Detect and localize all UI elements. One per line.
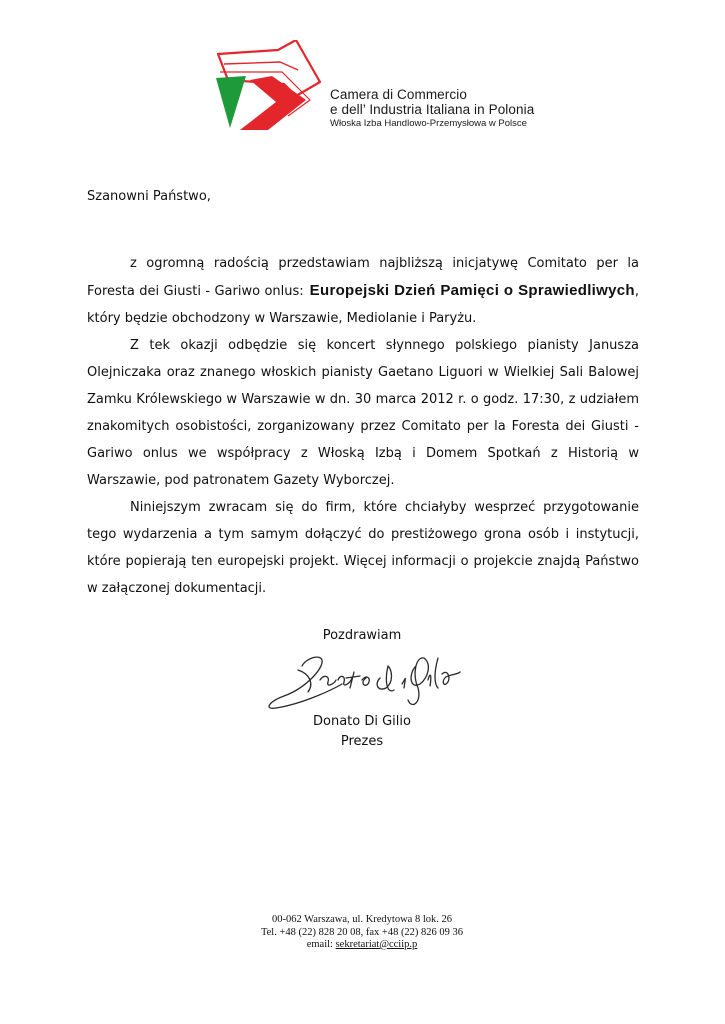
event-name: Europejski Dzień Pamięci o Sprawiedliwych bbox=[309, 282, 635, 299]
org-name-polish: Włoska Izba Handlowo-Przemysłowa w Polsce bbox=[330, 118, 527, 129]
closing-greeting: Pozdrawiam bbox=[322, 628, 402, 643]
signer-title: Prezes bbox=[340, 734, 384, 749]
chamber-logo-icon bbox=[210, 40, 322, 132]
paragraph-1 bbox=[87, 250, 639, 332]
org-name-line2: e dell’ Industria Italiana in Polonia bbox=[330, 102, 535, 117]
footer-email-link[interactable]: sekretariat@cciip.p bbox=[335, 939, 418, 950]
paragraph-2: Z tek okazji odbędzie się koncert słynnego polskiego pianisty Janusza Olejniczaka oraz znanego włoskich pianisty Gaetano Liguori w Wielkiej Sali Balowej Zamku Królewskiego w Warszawie w dn. 30 marca 2012 r. o godz. 17:30, z udziałem znakomitych osobistości, zorganizowany przez Comitato per la Foresta dei Giusti - Gariwo onlus we współpracy z Włoską Izbą i Domem Spotkań z Historią w Warszawie, pod patronatem Gazety Wyborczej. bbox=[87, 338, 639, 488]
org-name-line1: Camera di Commercio bbox=[330, 87, 467, 102]
signer-block bbox=[262, 712, 462, 752]
handwritten-signature bbox=[262, 644, 467, 714]
footer-email-line bbox=[212, 939, 512, 952]
footer-phone: Tel. +48 (22) 828 20 08, fax +48 (22) 826 09 36 bbox=[260, 926, 464, 938]
paragraph-1-intro: z ogromną radością przedstawiam najbliższą inicjatywę Comitato per la Foresta dei Giusti - Gariwo onlus: bbox=[87, 256, 639, 299]
letter-body bbox=[87, 183, 639, 602]
footer-contact bbox=[212, 914, 512, 952]
organization-name bbox=[330, 87, 590, 130]
footer-email-label: email: bbox=[306, 939, 336, 950]
signer-name: Donato Di Gilio bbox=[313, 714, 411, 729]
salutation: Szanowni Państwo, bbox=[87, 189, 211, 204]
footer-address: 00-062 Warszawa, ul. Kredytowa 8 lok. 26 bbox=[271, 914, 453, 925]
paragraph-1-end: , który będzie obchodzony w Warszawie, Mediolanie i Paryżu. bbox=[87, 284, 640, 326]
paragraph-3: Niniejszym zwracam się do firm, które chciałyby wesprzeć przygotowanie tego wydarzenia a tym samym dołączyć do prestiżowego grona osób i instytucji, które popierają ten europejski projekt. Więcej informacji o projekcie znajdą Państwo w załączonej dokumentacji. bbox=[87, 500, 639, 596]
